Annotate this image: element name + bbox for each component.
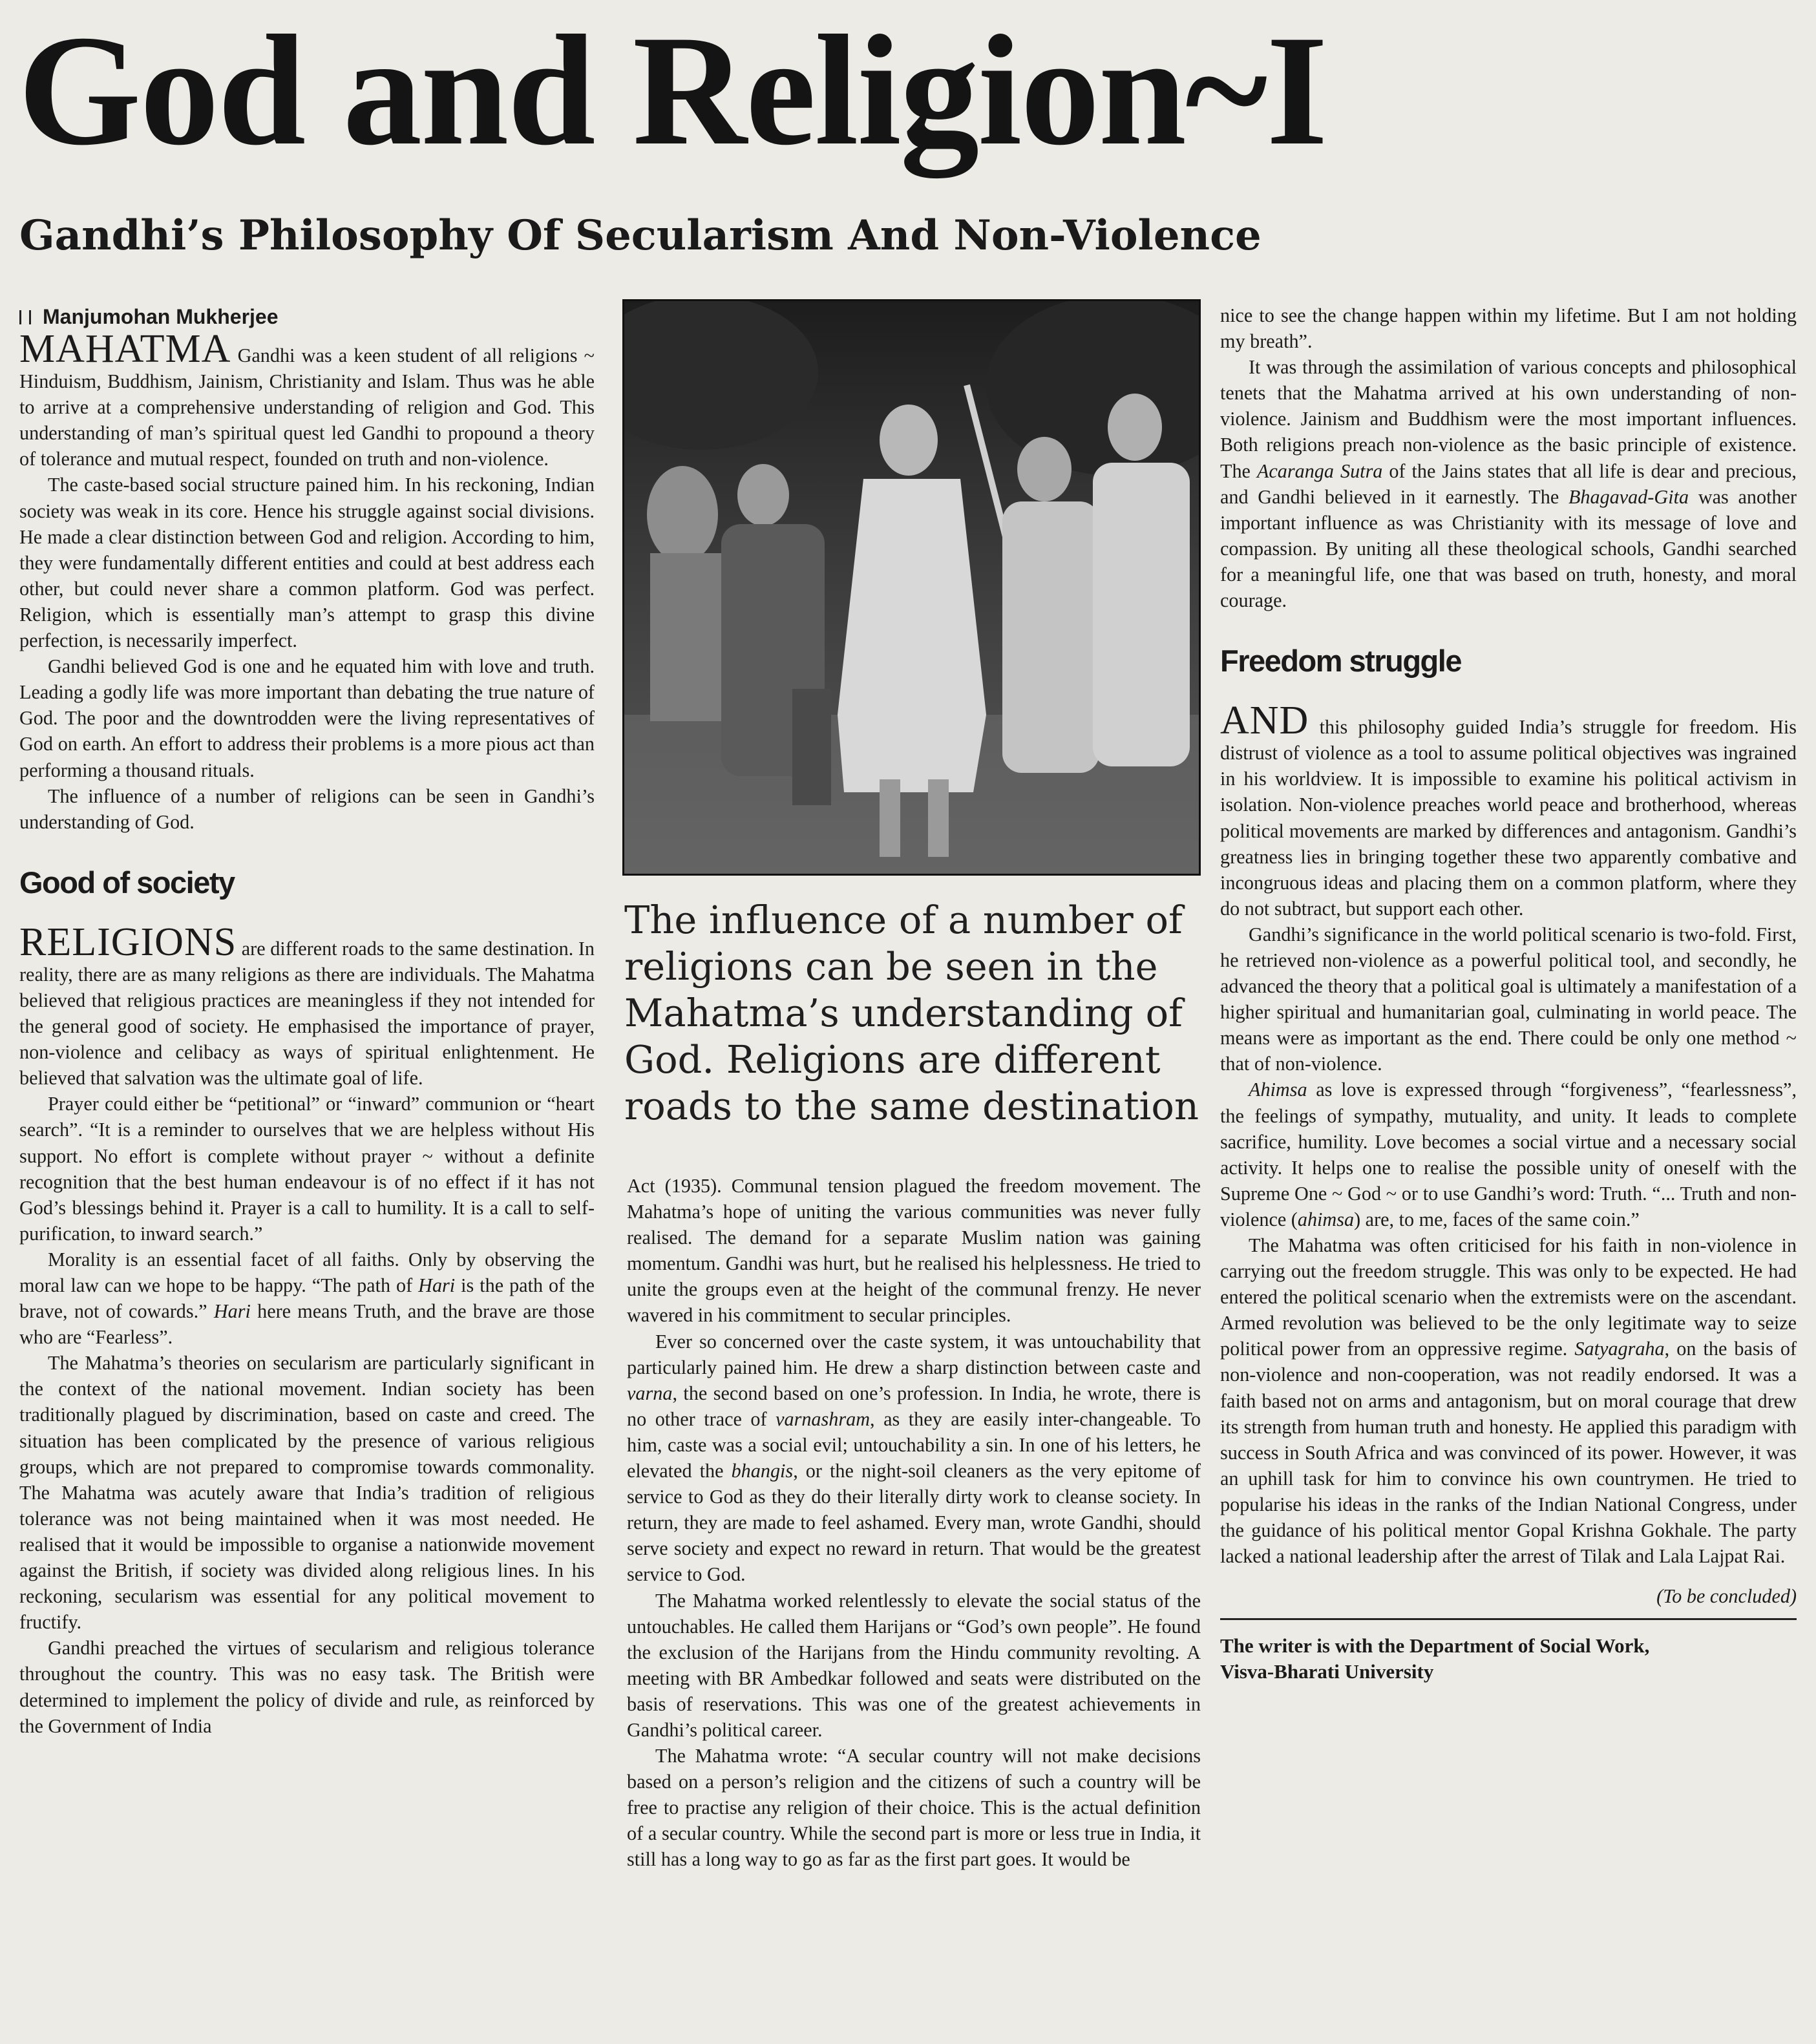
- byline-author: Manjumohan Mukherjee: [43, 305, 279, 328]
- paragraph: Ahimsa as love is expressed through “forgiveness”, “fearlessness”, the feelings of sympathy, mutuality, and unity. It leads to complete sacrifice, humility. Love becomes a social virtue and a necessary social activity. It helps one to realise the possible unity of oneself with the Supreme One ~ God ~ or to use Gandhi’s word: Truth. “... Truth and non-violence (ahimsa) are, to me, faces of the same coin.”: [1220, 1079, 1797, 1230]
- paragraph: The Mahatma was often criticised for his faith in non-violence in carrying out the freedom struggle. This was only to be expected. He had entered the political scenario when the extremists were on the ascendant. Armed revolution was believed to be the only legitimate way to seize political power from an oppressive regime. Satyagraha, on the basis of non-violence and non-cooperation, was not readily endorsed. It was a faith based not on arms and antagonism, but on moral courage that drew its strength from human truth and honesty. He applied this paradigm with success in South Africa and was convinced of its power. However, it was an uphill task for him to convince his own countrymen. He tried to popularise his ideas in the ranks of the Indian National Congress, under the guidance of his political mentor Gopal Krishna Gokhale. The party lacked a national leadership after the arrest of Tilak and Lala Lajpat Rai.: [1220, 1234, 1797, 1568]
- column-1: [19, 297, 595, 1739]
- paragraph: Prayer could either be “petitional” or “inward” communion or “heart search”. “It is a reminder to ourselves that we are helpless without His support. No effort is complete without prayer ~ without a definite recognition that the best human endeavour is of no effect if it has not God’s blessings behind it. Prayer is a call to humility. It is a call to self-purification, to inward search.”: [19, 1093, 595, 1245]
- paragraph: The influence of a number of religions can be seen in Gandhi’s understanding of God.: [19, 785, 595, 833]
- pull-quote: The influence of a number of religions can be seen in the Mahatma’s understanding of God. Religions are different roads to the same destination: [624, 898, 1199, 1128]
- to-be-concluded-note: (To be concluded): [1656, 1585, 1797, 1608]
- paragraph: It was through the assimilation of various concepts and philosophical tenets that the Mahatma arrived at his own understanding of non-violence. Jainism and Buddhism were the most important influences. Both religions preach non-violence as the basic principle of existence. The Acaranga Sutra of the Jains states that all life is dear and precious, and Gandhi believed in it earnestly. The Bhagavad-Gita was another important influence as was Christianity with its message of love and compassion. By uniting all these theological schools, Gandhi searched for a meaningful life, one that was based on truth, honesty, and moral courage.: [1220, 356, 1797, 612]
- paragraph: The caste-based social structure pained him. In his reckoning, Indian society was weak in its core. Hence his struggle against social divisions. He made a clear distinction between God and religion. According to him, they were fundamentally different entities and could at best address each other, but could never share a common platform. God was perfect. Religion, which is essentially man’s attempt to grasp this divine perfection, is necessarily imperfect.: [19, 474, 595, 652]
- lead-word: MAHATMA: [19, 327, 231, 371]
- paragraph: The Mahatma worked relentlessly to elevate the social status of the untouchables. He called them Harijans or “God’s own people”. He found the exclusion of the Harijans from the Hindu community revolting. A meeting with BR Ambedkar followed and seats were distributed on the basis of reservations. This was one of the greatest achievements in Gandhi’s political career.: [627, 1589, 1201, 1741]
- lead-word: RELIGIONS: [19, 920, 237, 964]
- divider: [1220, 1618, 1797, 1620]
- paragraph: nice to see the change happen within my lifetime. But I am not holding my breath”.: [1220, 304, 1797, 353]
- headline: God and Religion~I: [18, 3, 1327, 178]
- paragraph: Ever so concerned over the caste system, it was untouchability that particularly pained him. He drew a sharp distinction between caste and varna, the second based on one’s profession. In India, he wrote, there is no other trace of varnashram, as they are easily inter-changeable. To him, caste was a social evil; untouchability a sin. In one of his letters, he elevated the bhangis, or the night-soil cleaners as the very epitome of service to God as they do their literally dirty work to cleanse society. In return, they are made to feel ashamed. Every man, wrote Gandhi, should serve society and expect no reward in return. That would be the greatest service to God.: [627, 1330, 1201, 1586]
- paragraph: Morality is an essential facet of all faiths. Only by observing the moral law can we hope to be happy. “The path of Hari is the path of the brave, not of cowards.” Hari here means Truth, and the brave are those who are “Fearless”.: [19, 1248, 595, 1349]
- photo-image: [624, 301, 1199, 874]
- paragraph: AND this philosophy guided India’s struggle for freedom. His distrust of violence as a tool to assume political objectives was ingrained in his worldview. It is impossible to examine his political activism in isolation. Non-violence preaches world peace and brotherhood, whereas political movements are marked by differences and antagonism. Gandhi’s greatness lies in bringing together these two apparently combative and incongruous ideas and placing them on a common platform, where they do not subtract, but support each other.: [1220, 699, 1797, 920]
- photo-gandhi-walking-with-companions: [622, 299, 1201, 876]
- section-heading: Good of society: [19, 865, 235, 900]
- column-2: [627, 1173, 1201, 1873]
- byline-mark-icon: [19, 310, 31, 324]
- column-3: [1220, 302, 1797, 1685]
- paragraph: MAHATMA Gandhi was a keen student of all religions ~ Hinduism, Buddhism, Jainism, Christianity and Islam. Thus was he able to arrive at a comprehensive understanding of religion and God. This understanding of man’s spiritual quest led Gandhi to propound a theory of tolerance and mutual respect, founded on truth and non-violence.: [19, 327, 595, 470]
- paragraph: Gandhi believed God is one and he equated him with love and truth. Leading a godly life was more important than debating the true nature of God. The poor and the downtrodden were the living representatives of God on earth. An effort to address their problems is a more pious act than performing a thousand rituals.: [19, 655, 595, 781]
- paragraph: RELIGIONS are different roads to the same destination. In reality, there are as many religions as there are individuals. The Mahatma believed that religious practices are meaningless if they not intended for the general good of society. He emphasised the importance of prayer, non-violence and celibacy as ways of spiritual enlightenment. He believed that salvation was the ultimate goal of life.: [19, 920, 595, 1090]
- lead-word: AND: [1220, 699, 1309, 743]
- paragraph: Gandhi’s significance in the world political scenario is two-fold. First, he retrieved non-violence as a powerful political tool, and secondly, he advanced the theory that a political goal is ultimately a manifestation of a higher spiritual and humanitarian goal, culminating in world peace. The means were as important as the end. There could be only one method ~ that of non-violence.: [1220, 923, 1797, 1075]
- paragraph: The Mahatma wrote: “A secular country will not make decisions based on a person’s religion and the citizens of such a country will be free to practise any religion of their choice. This is the actual definition of a secular country. While the second part is more or less true in India, it still has a long way to go as far as the first part goes. It would be: [627, 1745, 1201, 1871]
- writer-credit-line1: The writer is with the Department of Social Work,: [1220, 1634, 1650, 1658]
- paragraph: Act (1935). Communal tension plagued the freedom movement. The Mahatma’s hope of uniting the various communities was never fully realised. The demand for a separate Muslim nation was gaining momentum. Gandhi was hurt, but he realised his helplessness. He tried to unite the groups even at the height of the communal frenzy. He never wavered in his commitment to secular principles.: [627, 1175, 1201, 1327]
- section-heading: Freedom struggle: [1220, 644, 1461, 679]
- paragraph: The Mahatma’s theories on secularism are particularly significant in the context of the national movement. Indian society has been traditionally plagued by discrimination, based on caste and creed. The situation has been complicated by the presence of various religious groups, which are not prepared to compromise towards commonality. The Mahatma was acutely aware that India’s tradition of religious tolerance was not being maintained when it was most needed. He realised that it would be impossible to organise a nationwide movement against the British, if society was divided along religious lines. In his reckoning, secularism was essential for any political movement to fructify.: [19, 1352, 595, 1634]
- writer-credit-line2: Visva-Bharati University: [1220, 1660, 1434, 1683]
- subheadline: Gandhi’s Philosophy Of Secularism And Non-Violence: [19, 211, 1262, 260]
- paragraph: Gandhi preached the virtues of secularism and religious tolerance throughout the country. This was no easy task. The British were determined to implement the policy of divide and rule, as reinforced by the Government of India: [19, 1637, 595, 1737]
